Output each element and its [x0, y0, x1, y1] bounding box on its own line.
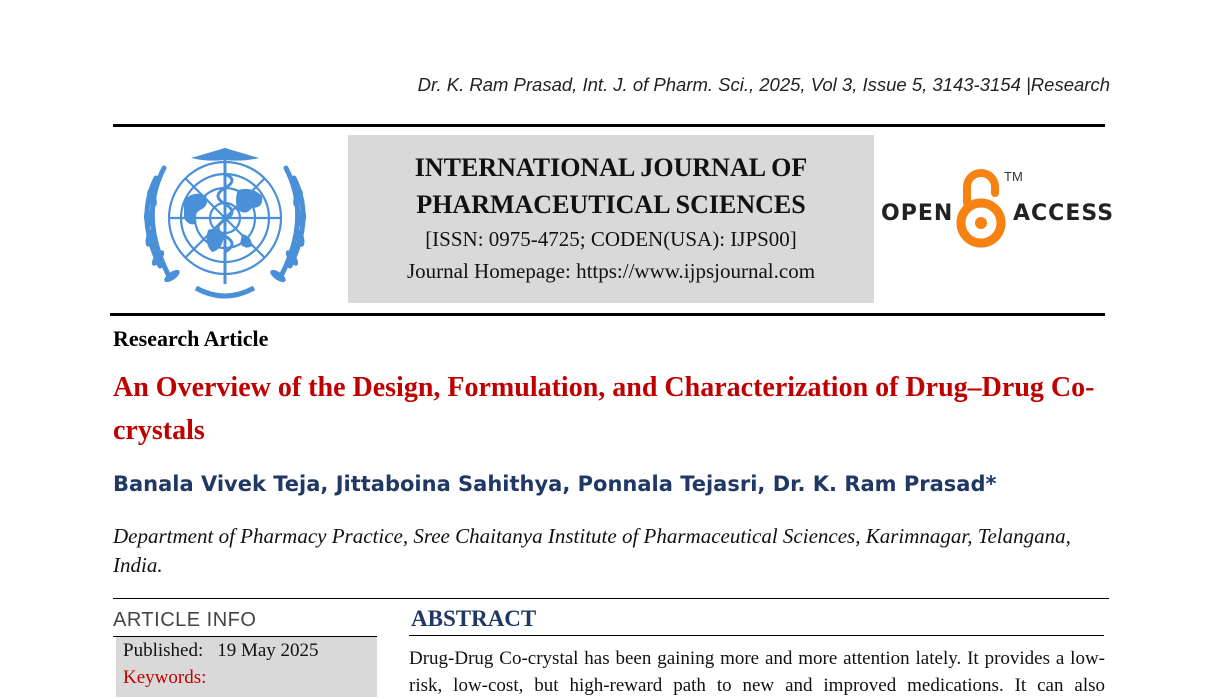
running-header-citation: Dr. K. Ram Prasad, Int. J. of Pharm. Sci., 2025, Vol 3, Issue 5, 3143-3154 |Research: [417, 74, 1110, 95]
open-access-logo: [880, 165, 1115, 255]
section-divider: [113, 598, 1109, 599]
header-rule-bottom: [110, 313, 1105, 316]
article-info-heading: ARTICLE INFO: [113, 609, 257, 631]
open-lock-icon: [953, 165, 1009, 251]
article-type: Research Article: [113, 326, 269, 351]
header-rule-top: [113, 124, 1105, 127]
article-title: An Overview of the Design, Formulation, and Characterization of Drug–Drug Co-crystals: [113, 372, 1095, 446]
published-label: Published:: [123, 640, 204, 661]
open-access-word-open: OPEN: [881, 201, 954, 226]
published-row: [123, 640, 319, 662]
journal-emblem-icon: [126, 138, 324, 306]
journal-title-line-2: PHARMACEUTICAL SCIENCES: [416, 190, 806, 219]
published-date: 19 May 2025: [217, 640, 319, 661]
journal-issn: [ISSN: 0975-4725; CODEN(USA): IJPS00]: [425, 227, 797, 251]
journal-masthead: [348, 135, 874, 303]
journal-title-line-1: INTERNATIONAL JOURNAL OF: [414, 153, 808, 182]
keywords-label: Keywords:: [123, 667, 207, 688]
author-list: Banala Vivek Teja, Jittaboina Sahithya, Ponnala Tejasri, Dr. K. Ram Prasad*: [113, 472, 997, 496]
trademark-mark: TM: [1004, 169, 1023, 184]
abstract-text: Drug-Drug Co-crystal has been gaining more and more attention lately. It provides a low-risk, low-cost, but high-reward path to new and improved medications. It can also: [409, 648, 1105, 696]
open-access-word-access: ACCESS: [1013, 201, 1115, 226]
journal-homepage: Journal Homepage: https://www.ijpsjournal.com: [406, 259, 816, 283]
abstract-rule: [409, 635, 1104, 636]
abstract-heading: ABSTRACT: [411, 606, 537, 631]
author-affiliation: Department of Pharmacy Practice, Sree Chaitanya Institute of Pharmaceutical Sciences, Karimnagar, Telangana, India.: [113, 524, 1071, 577]
